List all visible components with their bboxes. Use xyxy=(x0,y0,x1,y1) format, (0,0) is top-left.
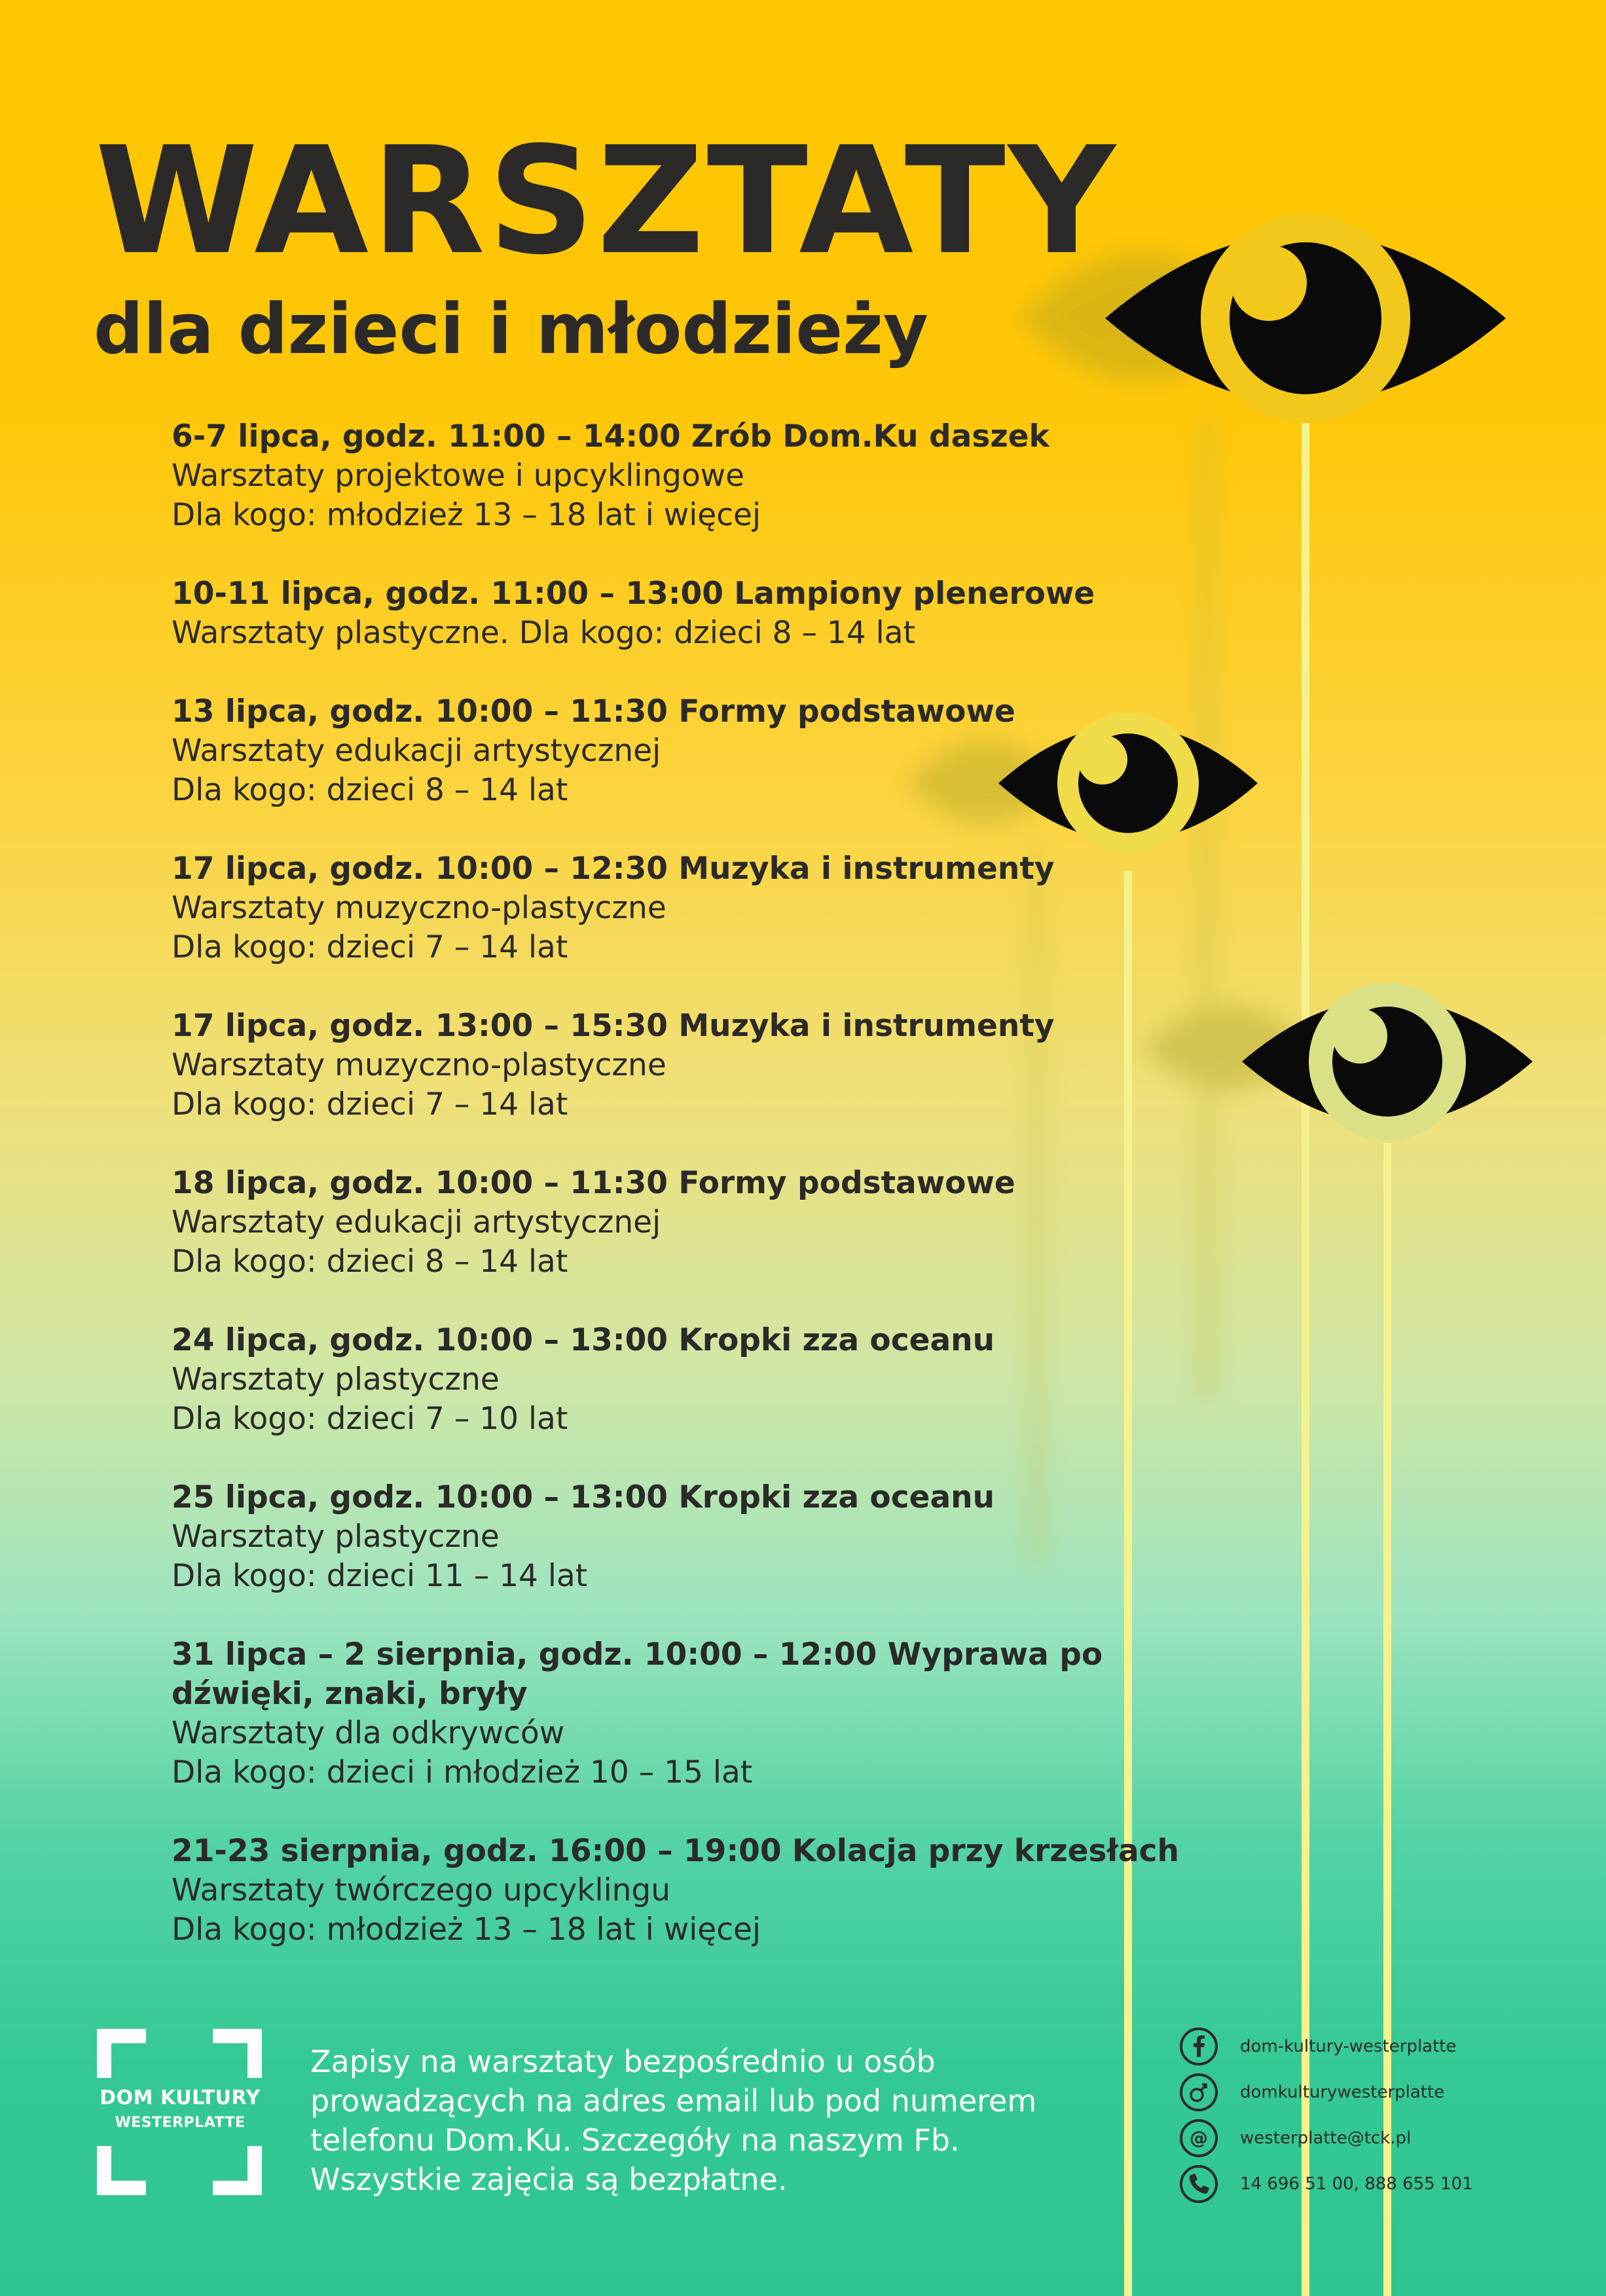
logo-subname: WESTERPLATTE xyxy=(115,2115,246,2131)
contact-facebook[interactable] xyxy=(1178,2024,1584,2069)
event-heading: 18 lipca, godz. 10:00 – 11:30 Formy podstawowe xyxy=(172,1165,1015,1201)
event-detail: Dla kogo: dzieci i młodzież 10 – 15 lat xyxy=(172,1754,753,1790)
svg-text:@: @ xyxy=(1190,2127,1208,2149)
event-heading: 6-7 lipca, godz. 11:00 – 14:00 Zrób Dom.Ku daszek xyxy=(172,418,1049,454)
event-heading: 17 lipca, godz. 13:00 – 15:30 Muzyka i instrumenty xyxy=(172,1008,1055,1044)
event-detail: Dla kogo: młodzież 13 – 18 lat i więcej xyxy=(172,1912,761,1948)
event-detail: Warsztaty plastyczne xyxy=(172,1519,500,1555)
event-item xyxy=(172,1832,1193,1950)
event-detail: Warsztaty plastyczne xyxy=(172,1361,500,1398)
contact-phone[interactable] xyxy=(1178,2161,1584,2207)
event-heading: 17 lipca, godz. 10:00 – 12:30 Muzyka i instrumenty xyxy=(172,851,1055,887)
event-detail: Dla kogo: dzieci 7 – 14 lat xyxy=(172,1086,568,1122)
event-detail: Warsztaty muzyczno-plastyczne xyxy=(172,1047,666,1083)
event-item xyxy=(172,1007,1193,1124)
event-item xyxy=(172,692,1193,810)
contact-email-text: westerplatte@tck.pl xyxy=(1240,2128,1412,2148)
event-item xyxy=(172,849,1193,967)
page-title: WARSZTATY xyxy=(95,115,1118,287)
event-detail: Warsztaty projektowe i upcyklingowe xyxy=(172,458,745,494)
event-detail: Dla kogo: dzieci 8 – 14 lat xyxy=(172,772,568,808)
email-icon xyxy=(1178,2118,1219,2158)
event-detail: Dla kogo: młodzież 13 – 18 lat i więcej xyxy=(172,497,761,533)
event-item xyxy=(172,1635,1193,1792)
contact-instagram-text: domkulturywesterplatte xyxy=(1240,2083,1445,2102)
instagram-icon xyxy=(1178,2072,1219,2113)
facebook-icon xyxy=(1178,2026,1219,2067)
event-heading: 10-11 lipca, godz. 11:00 – 13:00 Lampiony plenerowe xyxy=(172,576,1095,612)
contact-phone-text: 14 696 51 00, 888 655 101 xyxy=(1240,2174,1473,2194)
events-list xyxy=(172,417,1193,1989)
event-detail: Dla kogo: dzieci 7 – 10 lat xyxy=(172,1401,568,1437)
contact-instagram[interactable] xyxy=(1178,2069,1584,2115)
signup-info: Zapisy na warsztaty bezpośrednio u osób prowadzących na adres email lub pod numerem telefonu Dom.Ku. Szczegóły na naszym Fb. Wszystkie zajęcia są bezpłatne. xyxy=(310,2044,1037,2197)
event-detail: Dla kogo: dzieci 8 – 14 lat xyxy=(172,1244,568,1280)
event-detail: Dla kogo: dzieci 11 – 14 lat xyxy=(172,1558,588,1594)
contact-list xyxy=(1178,2024,1584,2207)
event-detail: Warsztaty muzyczno-plastyczne xyxy=(172,890,666,926)
contact-email[interactable] xyxy=(1178,2115,1584,2161)
event-item xyxy=(172,1478,1193,1596)
event-detail: Dla kogo: dzieci 7 – 14 lat xyxy=(172,929,568,965)
event-detail: Warsztaty edukacji artystycznej xyxy=(172,733,661,769)
eye-icon xyxy=(1105,213,1506,423)
event-detail: Warsztaty plastyczne. Dla kogo: dzieci 8 – 14 lat xyxy=(172,615,915,651)
event-detail: Warsztaty edukacji artystycznej xyxy=(172,1204,661,1240)
event-item xyxy=(172,1321,1193,1439)
event-heading: 24 lipca, godz. 10:00 – 13:00 Kropki zza oceanu xyxy=(172,1322,995,1358)
page-subtitle: dla dzieci i młodzieży xyxy=(94,289,928,369)
event-item xyxy=(172,574,1193,653)
phone-icon xyxy=(1178,2164,1219,2204)
event-heading: 21-23 sierpnia, godz. 16:00 – 19:00 Kolacja przy krzesłach xyxy=(172,1833,1179,1869)
logo-name: DOM KULTURY xyxy=(100,2086,261,2109)
event-heading: 31 lipca – 2 sierpnia, godz. 10:00 – 12:00 Wyprawa po dźwięki, znaki, bryły xyxy=(172,1637,1103,1712)
event-heading: 25 lipca, godz. 10:00 – 13:00 Kropki zza oceanu xyxy=(172,1479,995,1515)
event-item xyxy=(172,1164,1193,1282)
contact-facebook-text: dom-kultury-westerplatte xyxy=(1240,2037,1457,2056)
event-detail: Warsztaty twórczego upcyklingu xyxy=(172,1872,671,1908)
logo-frame-icon xyxy=(97,2029,262,2195)
event-heading: 13 lipca, godz. 10:00 – 11:30 Formy podstawowe xyxy=(172,694,1015,730)
eye-icon xyxy=(1242,983,1533,1140)
event-detail: Warsztaty dla odkrywców xyxy=(172,1715,565,1751)
event-item xyxy=(172,417,1193,535)
